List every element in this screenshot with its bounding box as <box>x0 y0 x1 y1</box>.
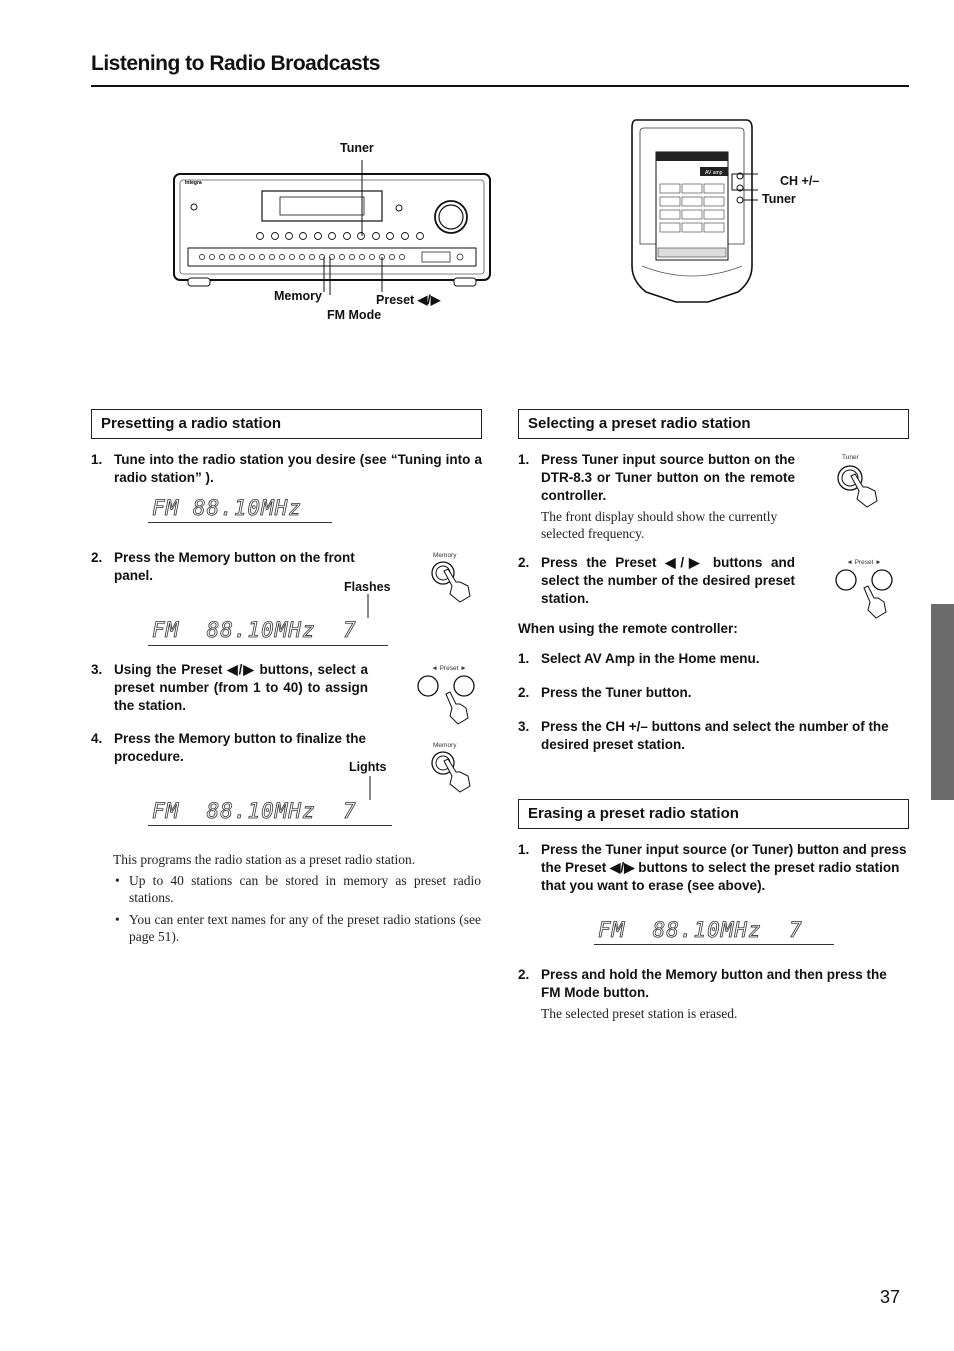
step-text: Press the Memory button to finalize the procedure. <box>114 731 367 764</box>
list-item: • Up to 40 stations can be stored in memory as preset radio stations. <box>115 873 481 905</box>
selecting-step-2 <box>518 554 795 610</box>
press-memory-button-icon <box>430 750 480 796</box>
receiver-front-panel-illustration <box>172 160 494 295</box>
step-text: Press the Preset ◀/▶ buttons and select the number of the desired preset station. <box>541 555 795 606</box>
press-preset-buttons-icon <box>416 674 480 726</box>
page-title: Listening to Radio Broadcasts <box>91 52 380 75</box>
step-number: 1. <box>91 452 103 467</box>
step-text: Press and hold the Memory button and then press the FM Mode button. <box>541 967 887 1000</box>
step-number: 2. <box>518 555 530 570</box>
presetting-note: This programs the radio station as a preset radio station. <box>113 852 416 867</box>
press-preset-buttons-icon <box>834 568 898 620</box>
erasing-step-1 <box>518 841 909 897</box>
memory-button-label: Memory <box>433 552 457 559</box>
remote-step-2 <box>518 684 909 704</box>
side-tab <box>931 604 954 800</box>
press-tuner-button-icon <box>836 464 886 510</box>
step-number: 1. <box>518 651 530 666</box>
lights-callout: Lights <box>349 760 387 774</box>
step-text: Press the Memory button on the front panel. <box>114 550 355 583</box>
presetting-step-1 <box>91 451 482 491</box>
flashes-callout: Flashes <box>344 580 391 594</box>
preset-word: Preset <box>854 559 874 566</box>
display-readout-1: FM 88.10MHz <box>152 496 303 520</box>
erasing-step-2-note: The selected preset station is erased. <box>541 1006 738 1021</box>
tuner-button-label: Tuner <box>842 454 859 461</box>
remote-step-1 <box>518 650 909 670</box>
presetting-heading: Presetting a radio station <box>91 409 482 439</box>
presetting-step-3 <box>91 661 391 717</box>
display-readout-erase: FM 88.10MHz 7 <box>598 918 803 942</box>
lights-pointer <box>366 776 374 800</box>
step-number: 2. <box>518 685 530 700</box>
step-number: 1. <box>518 452 530 467</box>
selecting-heading: Selecting a preset radio station <box>518 409 909 439</box>
step-number: 4. <box>91 731 103 746</box>
step-text: Press the Tuner input source (or Tuner) button and press the Preset ◀/▶ buttons to select the preset radio station that you want to erase (see above). <box>541 842 907 893</box>
selecting-step-1 <box>518 451 795 507</box>
title-divider <box>91 85 909 87</box>
remote-controller-illustration <box>628 116 758 306</box>
display-underline <box>148 645 388 646</box>
step-text: Press the Tuner button. <box>541 685 692 700</box>
step-number: 1. <box>518 842 530 857</box>
step-number: 2. <box>518 967 530 982</box>
list-item: • You can enter text names for any of the preset radio stations (see page 51). <box>115 912 481 944</box>
selecting-step-1-note: The front display should show the currently selected frequency. <box>541 509 778 541</box>
step-number: 3. <box>518 719 530 734</box>
step-text: Press Tuner input source button on the DTR-8.3 or Tuner button on the remote controller. <box>541 452 795 503</box>
display-underline <box>594 944 834 945</box>
svg-text:Integra: Integra <box>185 180 202 186</box>
display-underline <box>148 522 332 523</box>
page-number: 37 <box>880 1287 901 1307</box>
memory-button-label: Memory <box>433 742 457 749</box>
preset-buttons-label: ◄ Preset ► <box>846 559 882 566</box>
step-number: 2. <box>91 550 103 565</box>
step-text: Select AV Amp in the Home menu. <box>541 651 760 666</box>
step-number: 3. <box>91 662 103 677</box>
step-text: Using the Preset ◀/▶ buttons, select a preset number (from 1 to 40) to assign the station. <box>114 662 368 713</box>
preset-callout: Preset ◀/▶ <box>376 293 441 307</box>
presetting-step-4 <box>91 730 391 770</box>
flashes-pointer <box>364 594 372 618</box>
step-text: Press the CH +/– buttons and select the number of the desired preset station. <box>541 719 889 752</box>
display-readout-3: FM 88.10MHz 7 <box>152 799 357 823</box>
remote-subheading: When using the remote controller: <box>518 621 738 636</box>
remote-tuner-callout: Tuner <box>762 192 796 206</box>
display-underline <box>148 825 392 826</box>
svg-text:AV amp: AV amp <box>705 170 723 176</box>
remote-step-3 <box>518 718 909 758</box>
fm-mode-callout: FM Mode <box>327 308 382 322</box>
preset-word: Preset <box>439 665 459 672</box>
display-readout-2: FM 88.10MHz 7 <box>152 618 357 642</box>
presetting-bullet-list <box>113 872 481 945</box>
tuner-callout: Tuner <box>340 141 374 155</box>
preset-buttons-label: ◄ Preset ► <box>431 665 467 672</box>
ch-callout: CH +/– <box>780 174 820 188</box>
press-memory-button-icon <box>430 560 480 606</box>
erasing-heading: Erasing a preset radio station <box>518 799 909 829</box>
step-text: Tune into the radio station you desire (see “Tuning into a radio station” ). <box>114 452 482 485</box>
memory-callout: Memory <box>274 289 322 303</box>
erasing-step-2 <box>518 966 909 1006</box>
